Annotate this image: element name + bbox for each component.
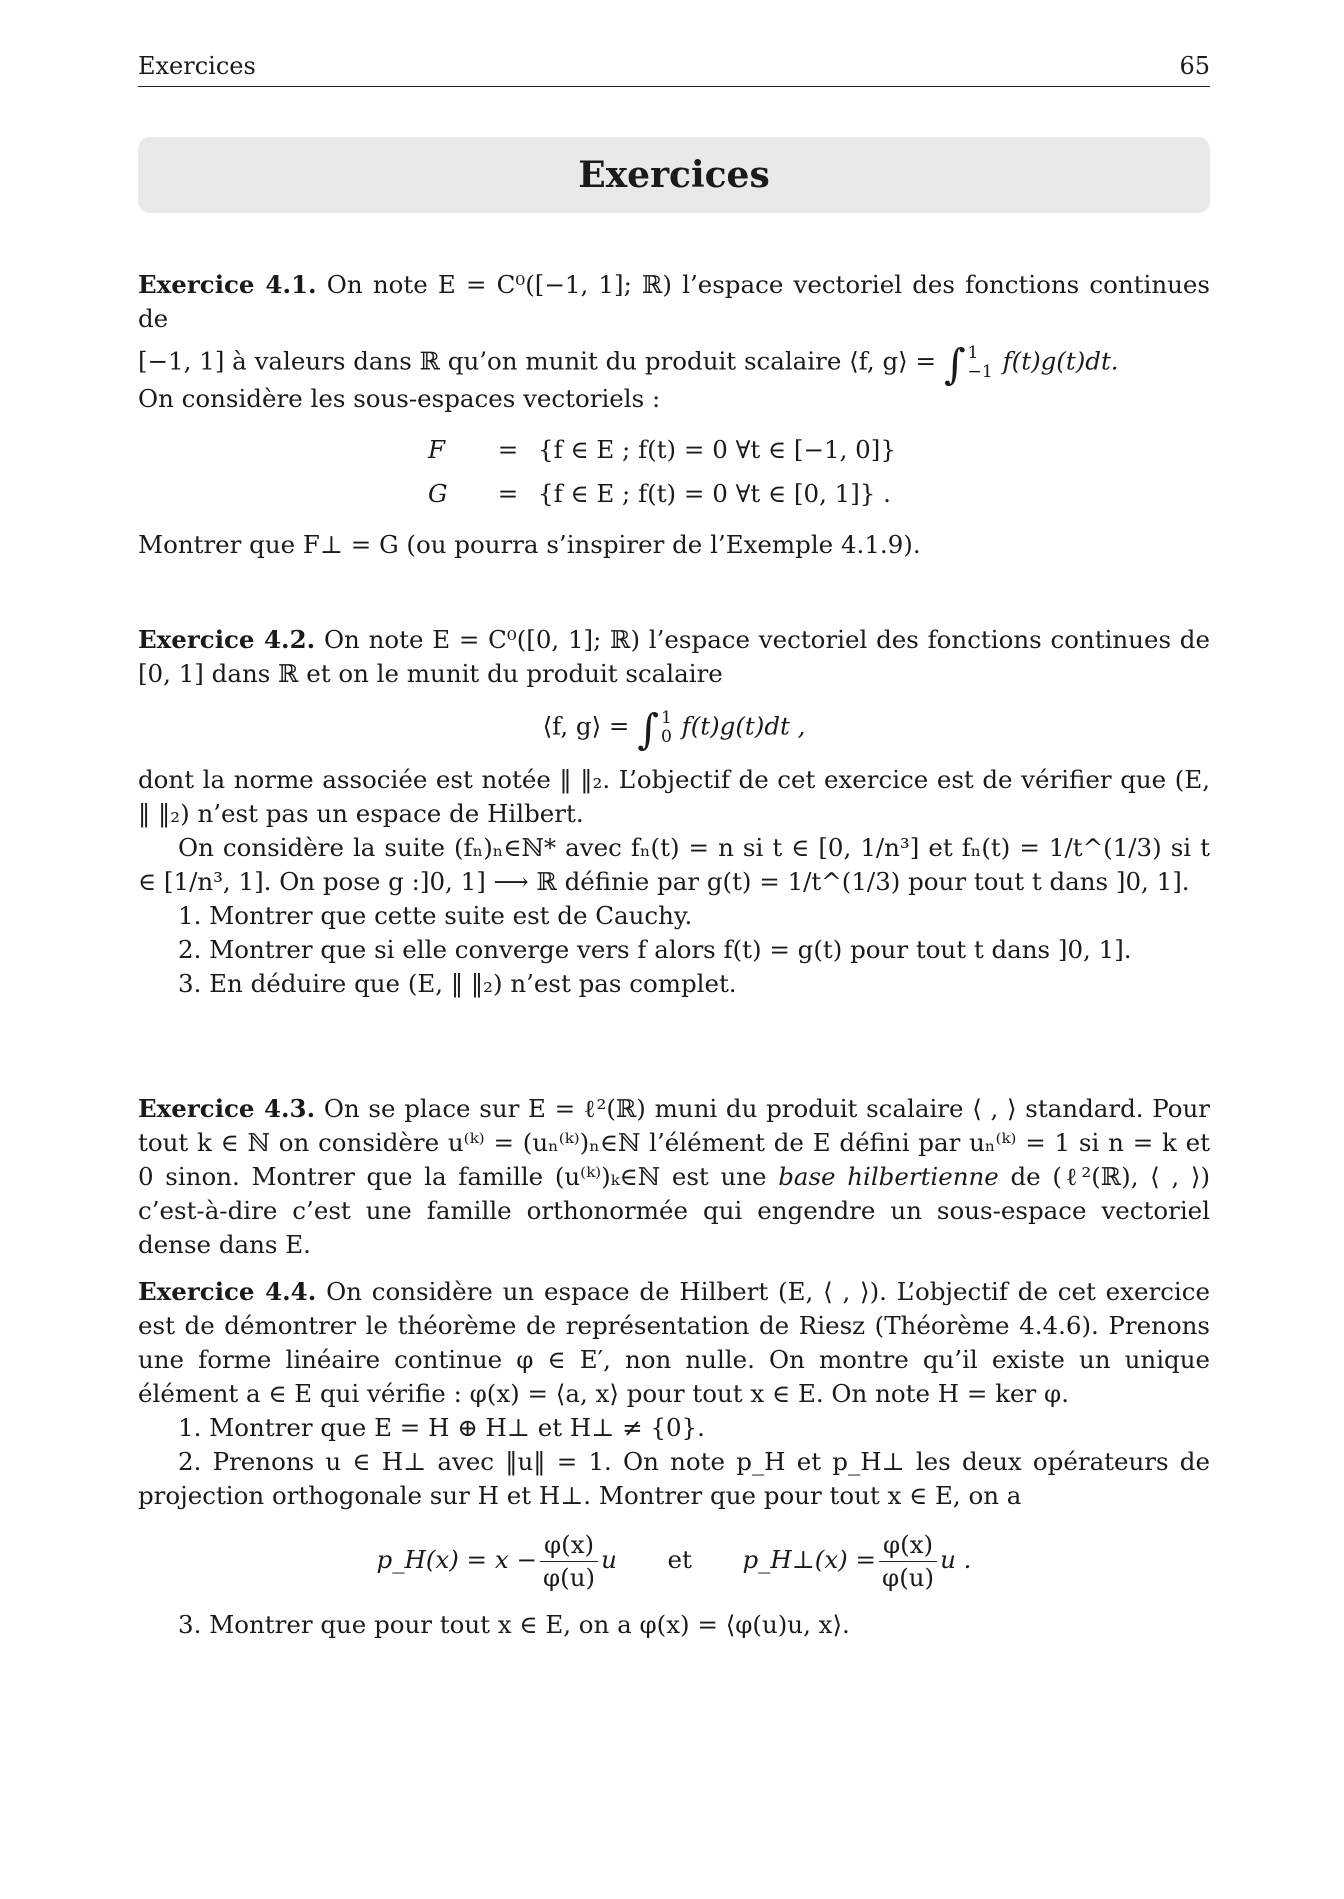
exercise-4-2 — [138, 623, 1210, 1001]
ex1-line2-text: [−1, 1] à valeurs dans ℝ qu’on munit du produit scalaire ⟨f, g⟩ = — [138, 346, 937, 376]
F-lhs: F — [428, 434, 445, 464]
F-eq: = — [497, 434, 519, 464]
exercise-4-4 — [138, 1275, 1210, 1642]
ex2-intro-text: On note E = C⁰([0, 1]; ℝ) l’espace vectoriel des fonctions continues de [0, 1] dans ℝ et on le munit du produit scalaire — [138, 625, 1210, 688]
ex3-label: Exercice 4.3. — [138, 1094, 316, 1123]
integral-limits — [968, 344, 993, 382]
ex4-item-3: 3. Montrer que pour tout x ∈ E, on a φ(x) = ⟨φ(u)u, x⟩. — [178, 1610, 850, 1639]
f2-numerator: φ(x) — [879, 1529, 937, 1562]
integral-lower: −1 — [967, 361, 993, 382]
ex2-suite: On considère la suite (fₙ)ₙ∈ℕ* avec fₙ(t) = n si t ∈ [0, 1/n³] et fₙ(t) = 1/t^(1/3) si t ∈ [1/n³, 1]. On pose g :]0, 1] ⟶ ℝ définie par g(t) = 1/t^(1/3) pour tout t dans ]0, 1]. — [138, 832, 1210, 896]
integral-limits — [661, 709, 672, 747]
integral-upper: 1 — [660, 708, 672, 728]
ex2-item-3: 3. En déduire que (E, ‖ ‖₂) n’est pas complet. — [178, 968, 737, 998]
ex4-projection-formulas — [138, 1529, 1210, 1594]
f2-lhs: p_H⊥(x) = — [742, 1545, 877, 1574]
section-title: Exercices — [578, 154, 770, 196]
integral-sign: ∫ — [943, 339, 966, 389]
f1-numerator: φ(x) — [540, 1529, 598, 1562]
ex4-label: Exercice 4.4. — [138, 1277, 317, 1306]
f2-tail: u . — [940, 1545, 972, 1574]
f1-lhs: p_H(x) = x − — [376, 1545, 538, 1574]
running-header-title: Exercices — [138, 52, 256, 80]
ex3-text-b: de (ℓ²(ℝ), ⟨ , ⟩) c’est-à-dire c’est une famille orthonormée qui engendre un sous-espace vectoriel dense dans E. — [138, 1162, 1210, 1259]
exercise-4-1 — [138, 268, 1210, 562]
ex1-label: Exercice 4.1. — [138, 270, 317, 299]
subspace-G — [428, 472, 1210, 516]
G-lhs: G — [428, 478, 448, 508]
section-banner — [138, 137, 1210, 213]
f2-fraction — [879, 1529, 937, 1594]
subspace-F — [428, 428, 1210, 472]
ex2-disp-rhs: f(t)g(t)dt , — [681, 711, 806, 741]
G-rhs: {f ∈ E ; f(t) = 0 ∀t ∈ [0, 1]} . — [538, 478, 891, 508]
integral-upper: 1 — [967, 343, 979, 363]
ex2-scalar-product — [138, 704, 1210, 754]
ex1-line1 — [138, 268, 1210, 336]
ex2-item-2: 2. Montrer que si elle converge vers f alors f(t) = g(t) pour tout t dans ]0, 1]. — [178, 934, 1132, 964]
f1-fraction — [540, 1529, 598, 1594]
ex3-text — [138, 1092, 1210, 1262]
ex4-item-2: 2. Prenons u ∈ H⊥ avec ‖u‖ = 1. On note p_H et p_H⊥ les deux opérateurs de projection orthogonale sur H et H⊥. Montrer que pour tout x ∈ E, on a — [138, 1447, 1210, 1510]
G-eq: = — [497, 478, 519, 508]
f1-tail: u — [601, 1545, 617, 1574]
running-header — [138, 52, 1210, 87]
F-rhs: {f ∈ E ; f(t) = 0 ∀t ∈ [−1, 0]} — [538, 434, 896, 464]
formula-and: et — [667, 1545, 692, 1574]
ex2-intro — [138, 623, 1210, 691]
ex1-line2 — [138, 339, 1210, 389]
ex1-line1-text: On note E = C⁰([−1, 1]; ℝ) l’espace vectoriel des fonctions continues de — [138, 270, 1210, 333]
ex2-item-1: 1. Montrer que cette suite est de Cauchy. — [178, 900, 693, 930]
ex4-intro-text: On considère un espace de Hilbert (E, ⟨ , ⟩). L’objectif de cet exercice est de démontrer le théorème de représentation de Riesz (Théorème 4.4.6). Prenons une forme linéaire continue φ ∈ E′, non nulle. On montre qu’il existe un unique élément a ∈ E qui vérifie : φ(x) = ⟨a, x⟩ pour tout x ∈ E. On note H = ker φ. — [138, 1277, 1210, 1408]
ex1-subspaces — [428, 428, 1210, 516]
ex4-item-1: 1. Montrer que E = H ⊕ H⊥ et H⊥ ≠ {0}. — [178, 1413, 705, 1442]
ex3-emphasis: base hilbertienne — [778, 1162, 999, 1191]
ex2-disp-lhs: ⟨f, g⟩ = — [542, 711, 630, 741]
ex2-norm: dont la norme associée est notée ‖ ‖₂. L’objectif de cet exercice est de vérifier que (E, ‖ ‖₂) n’est pas un espace de Hilbert. — [138, 764, 1210, 828]
integral-sign: ∫ — [637, 704, 659, 754]
page-number: 65 — [1179, 52, 1210, 80]
ex3-text-a: On se place sur E = ℓ²(ℝ) muni du produit scalaire ⟨ , ⟩ standard. Pour tout k ∈ ℕ on considère u⁽ᵏ⁾ = (uₙ⁽ᵏ⁾)ₙ∈ℕ l’élément de E défini par uₙ⁽ᵏ⁾ = 1 si n = k et 0 sinon. Montrer que la famille (u⁽ᵏ⁾)ₖ∈ℕ est une — [138, 1094, 1210, 1191]
exercise-4-3 — [138, 1092, 1210, 1262]
ex1-integrand: f(t)g(t)dt. — [1002, 346, 1119, 376]
f2-denominator: φ(u) — [882, 1563, 935, 1592]
f1-denominator: φ(u) — [543, 1563, 596, 1592]
ex4-intro — [138, 1275, 1210, 1411]
ex1-conclusion: Montrer que F⊥ = G (ou pourra s’inspirer de l’Exemple 4.1.9). — [138, 529, 921, 559]
ex1-line3: On considère les sous-espaces vectoriels : — [138, 383, 661, 413]
ex2-label: Exercice 4.2. — [138, 625, 316, 654]
integral-lower: 0 — [660, 726, 672, 747]
